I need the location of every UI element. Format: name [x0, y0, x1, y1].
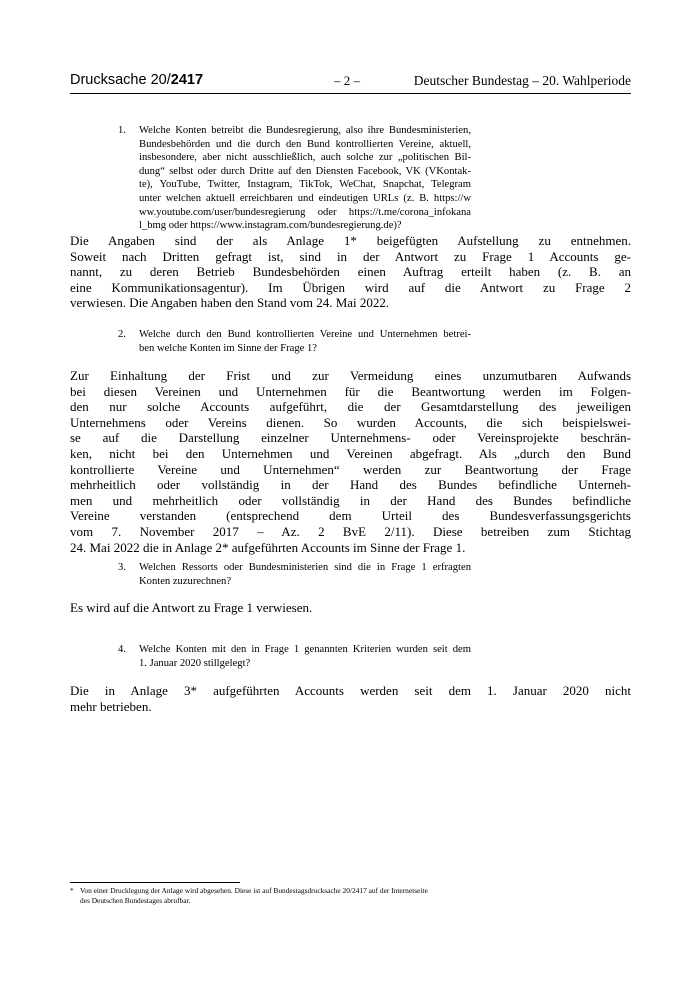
text-line: men und mehrheitlich oder vollständig in der Hand des Bundes befindliche [70, 492, 631, 508]
text-line: kontrollierte Vereine und Unternehmen“ werden zur Beantwortung der Frage [70, 461, 631, 477]
text-line: Vereine verstanden (entsprechend dem Urteil des Bundesverfassungsgerichts [70, 508, 631, 524]
text-line: Zur Einhaltung der Frist und zur Vermeidung eines unzumutbaren Aufwands [70, 368, 631, 383]
text-line: des Deutschen Bundestages abrufbar. [80, 896, 191, 905]
text-line: Von einer Drucklegung der Anlage wird abgesehen. Diese ist auf Bundestagsdrucksache 20/2417 auf der Internetseite [80, 886, 428, 895]
text-line: vom 7. November 2017 – Az. 2 BvE 2/11). Diese betreiben zum Stichtag [70, 523, 631, 539]
footnote-rule [70, 882, 240, 883]
text-line: ben welche Konten im Sinne der Frage 1? [139, 342, 317, 354]
text-line: 1. Januar 2020 stillgelegt? [139, 657, 251, 669]
question-text [139, 124, 471, 233]
answer-4 [70, 683, 631, 714]
answer-1 [70, 233, 631, 311]
text-line: Welche durch den Bund kontrollierten Vereine und Unternehmen betrei- [139, 329, 471, 340]
footnote-marker: * [70, 886, 74, 895]
text-line: Die Angaben sind der als Anlage 1* beigefügten Aufstellung zu entnehmen. [70, 233, 631, 248]
text-line: Die in Anlage 3* aufgeführten Accounts werden seit dem 1. Januar 2020 nicht [70, 683, 631, 698]
text-line: Welchen Ressorts oder Bundesministerien sind die in Frage 1 erfragten [139, 562, 471, 573]
page-number: – 2 – [334, 73, 360, 88]
text-line: se auf die Darstellung einzelner Unternehmens- oder Vereinsprojekte beschrän- [70, 430, 631, 446]
text-line: bei diesen Vereinen und Unternehmen für die Beantwortung werden im Folgen- [70, 383, 631, 399]
text-line: Soweit nach Dritten gefragt ist, sind in der Antwort zu Frage 1 Accounts ge- [70, 248, 631, 264]
document-label: Drucksache 20/ [70, 72, 171, 88]
text-line: unter welchen aktuell erreichbaren und eindeutigen URLs (z. B. https://w [139, 192, 471, 204]
text-line: Unternehmens oder Vereins dienen. So wurden Accounts, die sich beispielswei- [70, 414, 631, 430]
header-rule [70, 93, 631, 94]
parliament-label: Deutscher Bundestag – 20. Wahlperiode [413, 73, 631, 88]
text-line: Bundesbehörden und die durch den Bund kontrollierten Vereine, aktuell, [139, 138, 471, 150]
answer-2 [70, 368, 631, 555]
question-text [139, 643, 471, 670]
question-number: 1. [118, 125, 126, 136]
text-line: Es wird auf die Antwort zu Frage 1 verwiesen. [70, 600, 313, 615]
text-line: Welche Konten betreibt die Bundesregierung, also ihre Bundesministerien, [139, 125, 471, 136]
question-text [139, 561, 471, 588]
text-line: ww.youtube.com/user/bundesregierung oder https://t.me/corona_infokana [139, 206, 471, 218]
text-line: Welche Konten mit den in Frage 1 genannten Kriterien wurden seit dem [139, 644, 471, 655]
text-line: ken, nicht bei den Unternehmen und Vereinen abgefragt. Als „durch den Bund [70, 445, 631, 461]
question-number: 3. [118, 562, 126, 573]
text-line: eine Kommunikationsagentur). Im Übrigen wird auf die Antwort zu Frage 2 [70, 279, 631, 295]
text-line: l_bmg oder https://www.instagram.com/bundesregierung.de)? [139, 220, 402, 232]
text-line: mehrheitlich oder vollständig in der Hand des Bundes befindliche Unterneh- [70, 477, 631, 493]
text-line: verwiesen. Die Angaben haben den Stand vom 24. Mai 2022. [70, 295, 390, 311]
question-text [139, 328, 471, 355]
text-line: 24. Mai 2022 die in Anlage 2* aufgeführten Accounts im Sinne der Frage 1. [70, 539, 466, 555]
document-number [70, 72, 203, 88]
text-line: te), YouTube, Twitter, Instagram, TikTok, WeChat, Snapchat, Telegram [139, 179, 471, 191]
answer-3 [70, 600, 631, 616]
question-number: 4. [118, 644, 126, 655]
text-line: Konten zuzurechnen? [139, 575, 232, 587]
document-number-value: 2417 [170, 72, 204, 88]
text-line: nannt, zu deren Betrieb Bundesbehörden einen Auftrag erteilt haben (z. B. an [70, 264, 631, 280]
footnote-text [80, 886, 530, 906]
text-line: insbesondere, aber nicht ausschließlich, auch solche zur „politischen Bil- [139, 152, 471, 164]
text-line: den nur solche Accounts aufgeführt, die der Gesamtdarstellung des jeweiligen [70, 399, 631, 415]
page-header [70, 72, 631, 92]
text-line: mehr betrieben. [70, 698, 152, 714]
question-number: 2. [118, 329, 126, 340]
text-line: dung“ selbst oder durch Dritte auf den Diensten Facebook, VK (VKontak- [139, 165, 471, 177]
